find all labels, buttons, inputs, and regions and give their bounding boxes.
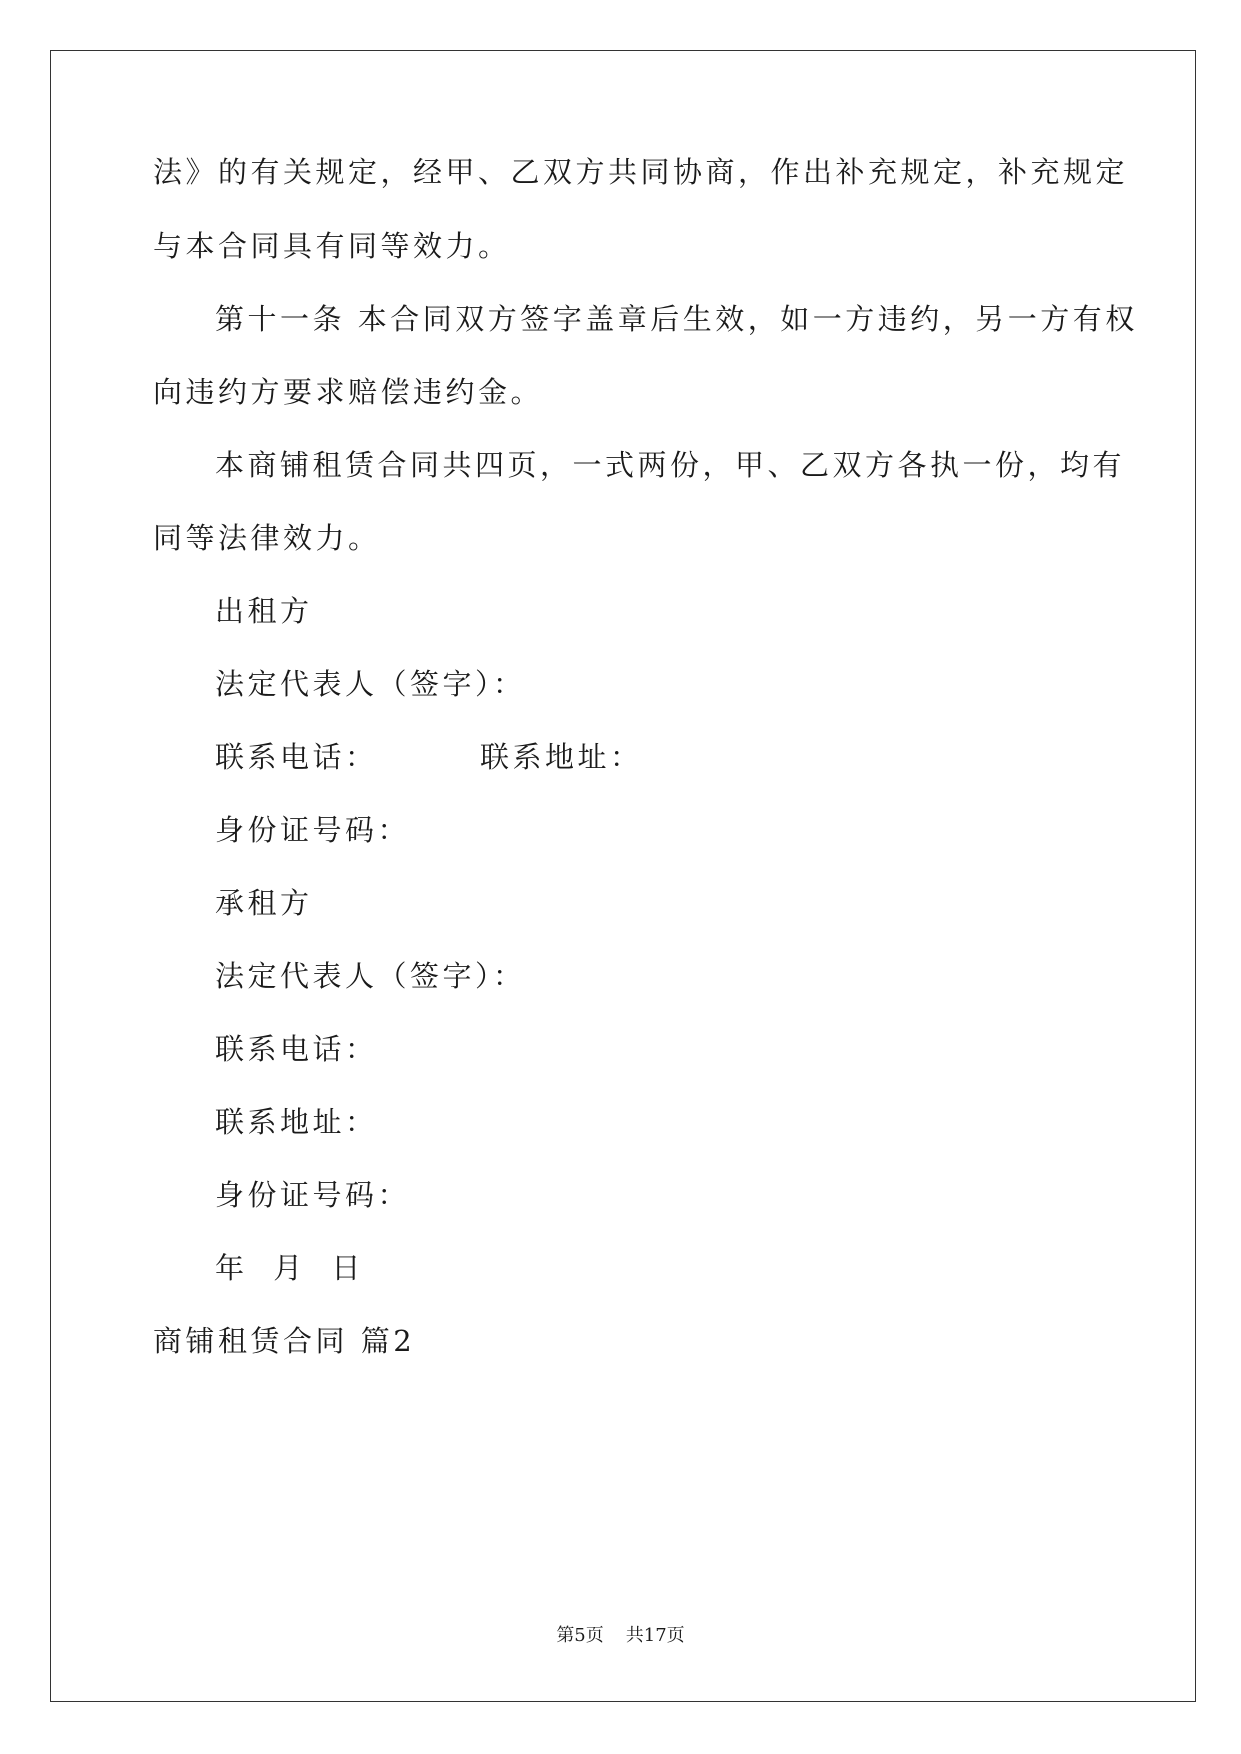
lessee-address-label: 联系地址：: [215, 1105, 378, 1139]
lessee-heading: 承租方: [215, 886, 313, 920]
lessor-phone-label: 联系电话：: [215, 740, 378, 774]
article-11-line-2: 向违约方要求赔偿违约金。: [153, 375, 544, 409]
section-heading: 商铺租赁合同 篇2: [153, 1324, 416, 1358]
copies-line-1: 本商铺租赁合同共四页，一式两份，甲、乙双方各执一份，均有: [215, 448, 1126, 482]
lessor-address-label: 联系地址：: [480, 740, 643, 774]
lessor-representative-label: 法定代表人（签字）：: [215, 667, 526, 701]
page-footer: [0, 1627, 1241, 1645]
body-line-2: 与本合同具有同等效力。: [153, 229, 511, 263]
page-total: 共17页: [625, 1625, 685, 1646]
page-border: [50, 50, 1196, 1702]
copies-line-2: 同等法律效力。: [153, 521, 381, 555]
body-line-1: 法》的有关规定，经甲、乙双方共同协商，作出补充规定，补充规定: [153, 155, 1129, 189]
page-number: 第5页: [556, 1625, 604, 1646]
lessee-representative-label: 法定代表人（签字）：: [215, 959, 526, 993]
lessee-phone-label: 联系电话：: [215, 1032, 378, 1066]
date-line: 年 月 日: [215, 1251, 371, 1285]
lessor-id-label: 身份证号码：: [215, 813, 411, 847]
lessee-id-label: 身份证号码：: [215, 1178, 411, 1212]
lessor-heading: 出租方: [215, 594, 313, 628]
article-11-line-1: 第十一条 本合同双方签字盖章后生效，如一方违约，另一方有权: [215, 302, 1138, 336]
